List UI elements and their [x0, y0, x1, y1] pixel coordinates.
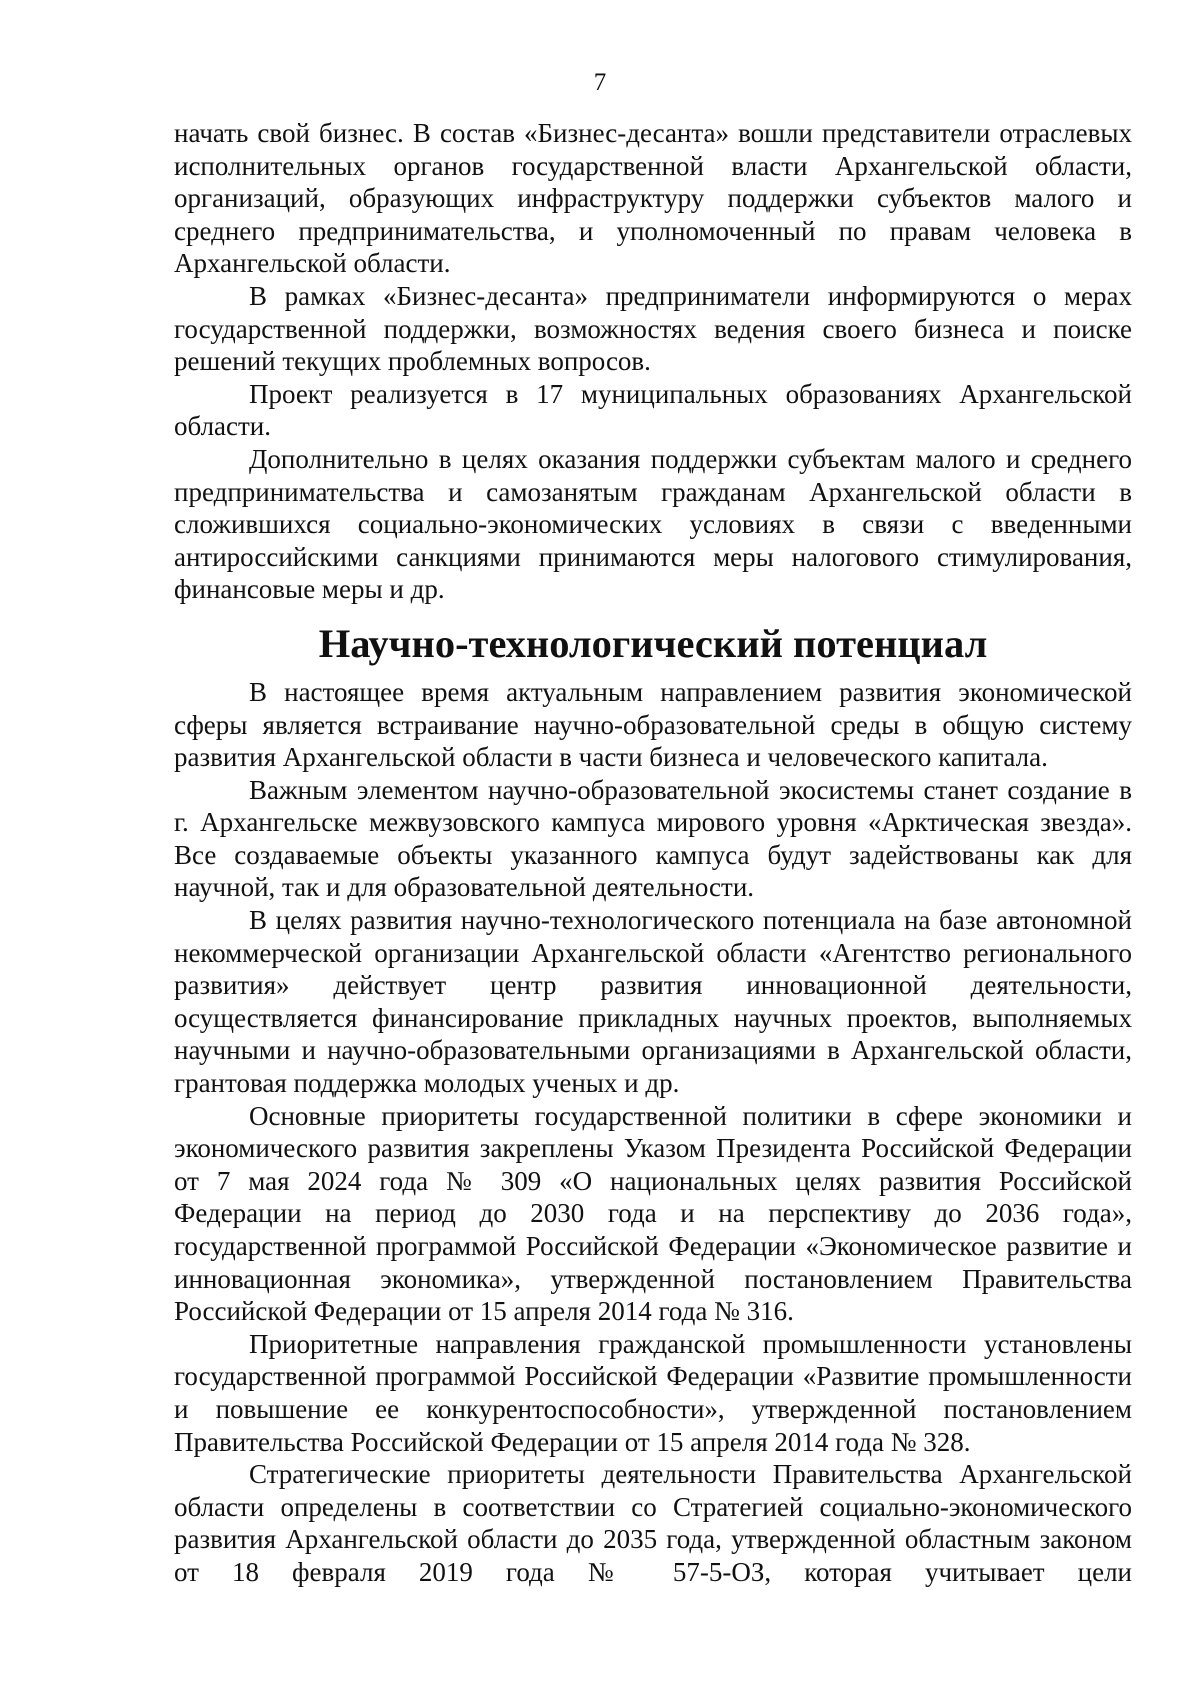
paragraph-strategic-priorities: Стратегические приоритеты деятельности Правительства Архангельской области определены в соответствии со Стратегией социально-экономического развития Архангельской области до 2035 года, утвержденной областным законом от 18 февраля 2019 года № 57-5-ОЗ, которая учитывает цели [174, 1459, 1132, 1587]
paragraph-innovation-center: В целях развития научно-технологического потенциала на базе автономной некоммерческой организации Архангельской области «Агентство регионального развития» действует центр развития инновационной деятельности, осуществляется финансирование прикладных научных проектов, выполняемых научными и научно-образовательными организациями в Архангельской области, грантовая поддержка молодых ученых и др. [174, 905, 1132, 1099]
paragraph-business-landing-measures: В рамках «Бизнес-десанта» предприниматели информируются о мерах государственной поддержки, возможностях ведения своего бизнеса и поиске решений текущих проблемных вопросов. [174, 280, 1132, 377]
page-number: 7 [593, 69, 607, 96]
paragraph-project-municipalities: Проект реализуется в 17 муниципальных образованиях Архангельской области. [174, 378, 1132, 442]
section-heading: Научно-технологический потенциал [318, 620, 988, 666]
paragraph-additional-support: Дополнительно в целях оказания поддержки субъектам малого и среднего предпринимательства и самозанятым гражданам Архангельской области в сложившихся социально-экономических условиях в связи с введенными антироссийскими санкциями принимаются меры налогового стимулирования, финансовые меры и др. [174, 443, 1132, 605]
paragraph-state-policy-priorities: Основные приоритеты государственной политики в сфере экономики и экономического развития закреплены Указом Президента Российской Федерации от 7 мая 2024 года № 309 «О национальных целях развития Российской Федерации на период до 2030 года и на перспективу до 2036 года», государственной программой Российской Федерации «Экономическое развитие и инновационная экономика», утвержденной постановлением Правительства Российской Федерации от 15 апреля 2014 года № 316. [174, 1100, 1132, 1327]
paragraph-industry-priorities: Приоритетные направления гражданской промышленности установлены государственной программой Российской Федерации «Развитие промышленности и повышение ее конкурентоспособности», утвержденной постановлением Правительства Российской Федерации от 15 апреля 2014 года № 328. [174, 1328, 1132, 1457]
paragraph-current-direction: В настоящее время актуальным направлением развития экономической сферы является встраивание научно-образовательной среды в общую систему развития Архангельской области в части бизнеса и человеческого капитала. [174, 676, 1132, 773]
body-text [174, 117, 1132, 1589]
paragraph-continuation: начать свой бизнес. В состав «Бизнес-десанта» вошли представители отраслевых исполнительных органов государственной власти Архангельской области, организаций, образующих инфраструктуру поддержки субъектов малого и среднего предпринимательства, и уполномоченный по правам человека в Архангельской области. [174, 118, 1132, 279]
paragraph-campus: Важным элементом научно-образовательной экосистемы станет создание в г. Архангельске межвузовского кампуса мирового уровня «Арктическая звезда». Все создаваемые объекты указанного кампуса будут задействованы как для научной, так и для образовательной деятельности. [174, 774, 1132, 903]
